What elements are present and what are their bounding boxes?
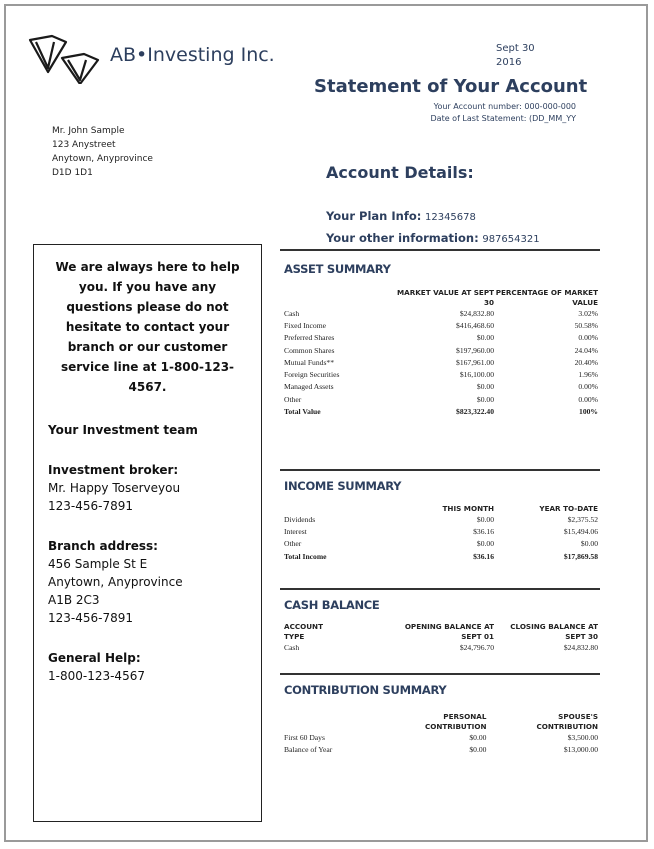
last-statement-date: Date of Last Statement: (DD_MM_YY — [430, 114, 576, 123]
column-header: OPENING BALANCE AT SEPT 01 — [404, 622, 494, 641]
cell-value: 0.00% — [578, 394, 598, 404]
table-row — [284, 319, 598, 331]
cell-value: $24,832.80 — [459, 308, 494, 318]
cell-value: $2,375.52 — [567, 514, 598, 524]
row-label: Balance of Year — [284, 744, 333, 754]
broker-label: Investment broker: — [48, 463, 179, 477]
help-box: We are always here to help you. If you have any questions please do not hesitate to contact your branch or our customer service line at 1-800-123-4567. Your Investment team Investment broker: Mr. Happy Toserveyou 123-456-7891 Branch address: 456 Sample St E Anytown, Anyprovince A1B 2C3 123-456-7891 General Help: 1-800-123-4567 — [33, 244, 262, 822]
row-label: Total Income — [284, 551, 327, 561]
account-number: Your Account number: 000-000-000 — [433, 102, 576, 111]
row-label: Dividends — [284, 514, 316, 524]
cell-value: $0.00 — [469, 744, 487, 754]
column-header: ACCOUNT TYPE — [284, 622, 323, 641]
mailing-address: Mr. John Sample 123 Anystreet Anytown, Anyprovince D1D 1D1 — [52, 126, 153, 178]
column-header: PERCENTAGE OF MARKET VALUE — [495, 288, 598, 307]
row-label: Other — [284, 539, 302, 549]
table-row — [284, 731, 598, 743]
row-label: Mutual Funds** — [284, 357, 334, 367]
cell-value: $13,000.00 — [563, 744, 598, 754]
asset-summary-table — [284, 283, 598, 418]
asset-summary-title: ASSET SUMMARY — [284, 262, 391, 276]
branch-phone: 123-456-7891 — [48, 611, 134, 625]
row-label: Total Value — [284, 407, 321, 417]
company-name: AB•Investing Inc. — [110, 44, 275, 66]
cell-value: $0.00 — [469, 732, 487, 742]
divider — [280, 588, 600, 590]
cell-value: $823,322.40 — [456, 407, 494, 417]
column-header: CLOSING BALANCE AT SEPT 30 — [510, 622, 598, 641]
cell-value: $0.00 — [476, 539, 494, 549]
cell-value: $0.00 — [476, 394, 494, 404]
cell-value: $0.00 — [476, 333, 494, 343]
row-label: Fixed Income — [284, 320, 326, 330]
cell-value: $416,468.60 — [456, 320, 494, 330]
cell-value: $24,796.70 — [459, 642, 494, 652]
cell-value: $15,494.06 — [563, 526, 598, 536]
broker-phone: 123-456-7891 — [48, 499, 134, 513]
cell-value: 3.02% — [578, 308, 598, 318]
row-label: Managed Assets — [284, 382, 334, 392]
table-row — [284, 513, 598, 525]
row-label: Interest — [284, 526, 307, 536]
cell-value: 24.04% — [574, 345, 598, 355]
table-row — [284, 381, 598, 393]
company-logo — [26, 32, 108, 84]
divider — [280, 469, 600, 471]
general-help-label: General Help: — [48, 651, 141, 665]
cash-balance-title: CASH BALANCE — [284, 598, 380, 612]
cash-balance-table — [284, 617, 598, 653]
row-label: Preferred Shares — [284, 333, 335, 343]
cell-value: $167,961.00 — [456, 357, 494, 367]
row-label: Common Shares — [284, 345, 335, 355]
divider — [280, 673, 600, 675]
table-total-row — [284, 405, 598, 417]
row-label: Other — [284, 394, 302, 404]
table-row — [284, 368, 598, 380]
broker-name: Mr. Happy Toserveyou — [48, 481, 181, 495]
plan-info: Your Plan Info: 12345678 Your other information: 987654321 — [326, 209, 540, 245]
table-row — [284, 307, 598, 319]
table-row — [284, 538, 598, 550]
divider — [280, 249, 600, 251]
income-summary-title: INCOME SUMMARY — [284, 479, 402, 493]
table-row — [284, 344, 598, 356]
row-label: Cash — [284, 642, 300, 652]
statement-title: Statement of Your Account — [314, 76, 588, 97]
cell-value: $36.16 — [473, 526, 494, 536]
table-row — [284, 356, 598, 368]
account-details-heading: Account Details: — [326, 163, 474, 182]
row-label: Foreign Securities — [284, 370, 340, 380]
column-header: PERSONAL CONTRIBUTION — [424, 712, 487, 731]
branch-label: Branch address: — [48, 539, 158, 553]
cell-value: 1.96% — [578, 370, 598, 380]
column-header: MARKET VALUE AT SEPT 30 — [396, 288, 494, 307]
table-row — [284, 393, 598, 405]
cell-value: 50.58% — [574, 320, 598, 330]
cell-value: 0.00% — [578, 333, 598, 343]
cell-value: $36.16 — [473, 551, 494, 561]
cell-value: $3,500.00 — [567, 732, 598, 742]
cell-value: 0.00% — [578, 382, 598, 392]
cell-value: $17,869.58 — [563, 551, 598, 561]
row-label: First 60 Days — [284, 732, 325, 742]
cell-value: $16,100.00 — [459, 370, 494, 380]
cell-value: $0.00 — [580, 539, 598, 549]
income-summary-table — [284, 499, 598, 562]
table-row — [284, 743, 598, 755]
account-info — [431, 101, 576, 125]
cell-value: $24,832.80 — [563, 642, 598, 652]
table-total-row — [284, 550, 598, 562]
column-header: SPOUSE'S CONTRIBUTION — [536, 712, 598, 731]
row-label: Cash — [284, 308, 300, 318]
cell-value: $197,960.00 — [456, 345, 494, 355]
cell-value: 20.40% — [574, 357, 598, 367]
help-message: We are always here to help you. If you have any questions please do not hesitate to contact your branch or our customer service line at 1-800-123-4567. — [55, 260, 240, 394]
cell-value: $0.00 — [476, 382, 494, 392]
table-row — [284, 525, 598, 537]
table-row — [284, 332, 598, 344]
contribution-summary-title: CONTRIBUTION SUMMARY — [284, 683, 447, 697]
cell-value: 100% — [579, 407, 598, 417]
team-label: Your Investment team — [48, 423, 198, 437]
column-header: YEAR TO-DATE — [539, 503, 598, 513]
statement-date: Sept 30 2016 — [496, 43, 535, 68]
cell-value: $0.00 — [476, 514, 494, 524]
table-row — [284, 641, 598, 653]
contribution-summary-table — [284, 703, 598, 756]
general-help-phone: 1-800-123-4567 — [48, 669, 145, 683]
column-header: THIS MONTH — [442, 503, 494, 513]
